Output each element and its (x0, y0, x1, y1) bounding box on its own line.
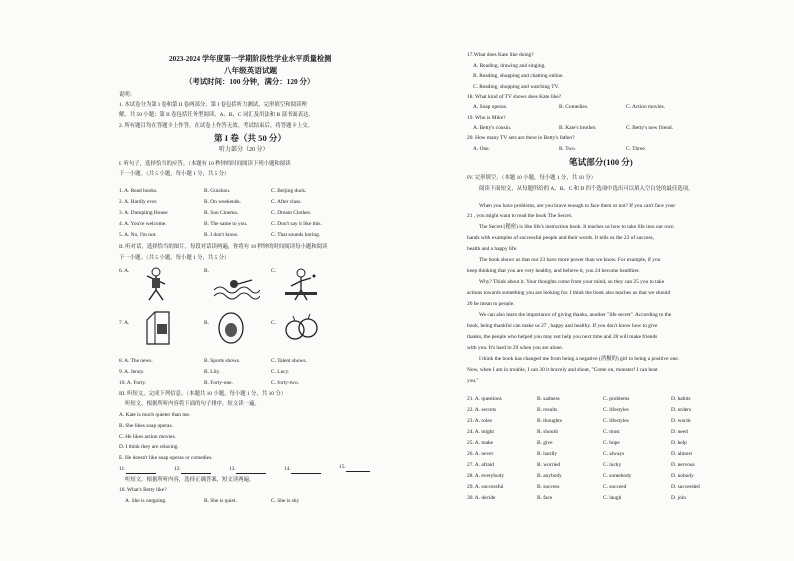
pic-label: C. (271, 320, 276, 326)
option: D. nervous (671, 462, 695, 468)
option: B. Guizhou. (204, 188, 231, 194)
option: B. Lily. (204, 369, 221, 375)
option: C. always (603, 451, 625, 457)
option: B. face (537, 495, 553, 501)
blank-12[interactable] (174, 466, 211, 474)
option: B. Two. (559, 146, 577, 152)
option: B. anybody (537, 473, 562, 479)
blank-13[interactable] (229, 466, 266, 474)
option: 25. A. make (467, 440, 494, 446)
option: C. She is shy (271, 498, 300, 504)
option: D. need (671, 429, 688, 435)
option: B. Comedies. (559, 104, 589, 110)
question-18-stem: 18. What kind of TV shows does Kate like? (467, 94, 562, 100)
option: B. Sun Cinema. (204, 210, 239, 216)
passage-line: thanks, the people who helped you may not help you next time and 28 will make friends (467, 334, 658, 340)
blank-label: 12. (174, 466, 181, 472)
option: C. somebody (603, 473, 632, 479)
option: C. Action movies. (626, 104, 665, 110)
passage-line: When you have problems, are you brave enough to face them or not? If you can't face your (479, 203, 676, 209)
option: 9. A. Jenny. (119, 369, 145, 375)
option: A. Reading, drawing and singing. (473, 63, 546, 69)
option: D. almost (671, 451, 692, 457)
exam-info: （考试时间：100 分钟，满分：120 分） (185, 77, 315, 86)
option: A. One. (473, 146, 490, 152)
option: A. Betty's cousin. (473, 125, 512, 131)
answer-line (126, 466, 156, 474)
instructions-label: 说明： (119, 92, 136, 98)
option: 28. A. everybody (467, 473, 505, 479)
passage-line: keep thinking that you are very healthy, and believe it, you 24 become healthier. (467, 268, 640, 274)
blank-label: 13. (229, 466, 236, 472)
option: B. On weekends. (204, 199, 241, 205)
option: C. lucky (603, 462, 622, 468)
tomatoes-picture (281, 310, 321, 346)
option: B. Sports shows. (204, 358, 241, 364)
instruction-line: 1. 本试卷分为第 I 卷和第 II 卷两部分。第 I 卷包括听力测试、完形填空和阅读理 (119, 102, 307, 108)
section1-instruction: 下一小题。（共 5 小题，每小题 1 分，共 5 分） (119, 171, 230, 177)
option: B. thoughts (537, 418, 562, 424)
option: 1. A. Read books. (119, 188, 158, 194)
blank-label: 11. (119, 466, 126, 472)
exam-subtitle: 八年级英语试题 (224, 66, 278, 75)
passage-line: We can also learn the importance of giving thanks, another "life secret". According to the (479, 312, 672, 318)
section3b-instruction: 听短文，根据所听内容，选择正确答案，短文读两遍。 (125, 477, 255, 483)
statement: A. Kate is much quieter than me. (119, 412, 191, 418)
option: C. Three. (626, 146, 647, 152)
question-16-stem: 16. What's Betty like? (119, 487, 167, 493)
option: B. Reading, shopping and chatting online. (473, 73, 564, 79)
option: A. Soap operas. (473, 104, 508, 110)
option: C. After class. (271, 199, 302, 205)
option: 4. A. You're welcome. (119, 221, 167, 227)
option: D. nobody (671, 473, 694, 479)
passage-line: book, being thankful can make us 27 , happy and healthy. If you don't know how to give (467, 323, 658, 329)
option: D. habits (671, 396, 691, 402)
option: B. results (537, 407, 558, 413)
option: C. laugh (603, 495, 622, 501)
passage-line: with you. It's hard to 29 when you are alone. (467, 345, 564, 351)
passage-line: I think the book has changed me from being a negative (消极的) girl to being a positive one. (479, 356, 680, 362)
answer-line (291, 466, 321, 474)
instruction-line: 解，共 50 小题；第 II 卷包括任务型阅读、A、B、C 词汇及用法和 B 部书面表达。 (119, 112, 314, 118)
option: D. orders (671, 407, 692, 413)
option: B. Forty-one. (204, 380, 233, 386)
answer-line (181, 466, 211, 474)
option: D. join (671, 495, 686, 501)
option: B. I don't know. (204, 232, 239, 238)
passage-line: The Secret (秘密) is like life's instruction book. It teaches us how to take life into our own (479, 224, 674, 230)
section3-instruction: III. 听短文，完成下列信息。（本题共 10 小题，每小题 1 分，共 10 分） (119, 391, 287, 397)
listening-title: 听力部分（20 分） (219, 147, 269, 153)
option: B. The same to you. (204, 221, 248, 227)
option: C. lifestyles (603, 418, 629, 424)
section1-instruction: I. 听句子，选择恰当的应答。（本题有 10 秒钟的时间阅读下列小题和阅读 (119, 161, 291, 167)
pic-label: 6. A. (119, 268, 130, 274)
passage-line: 21 , you might want to read the book The Secret. (467, 213, 573, 219)
statement: D. I think they are relaxing. (119, 444, 179, 450)
section2-instruction: 下一小题。（共 5 小题，每小题 1 分，共 5 分） (119, 255, 230, 261)
option: C. Dream Clothes. (271, 210, 312, 216)
option: 3. A. Dumpling House (119, 210, 168, 216)
answer-line (236, 466, 266, 474)
blank-label: 14. (284, 466, 291, 472)
section4-instruction: 阅读下面短文，从每题所给的 A、B、C 和 D 四个选项中选出可以填入空白处的最佳选项。 (479, 186, 694, 192)
pic-label: B. (204, 268, 209, 274)
passage-line: you." (467, 378, 479, 384)
option: 23. A. roles (467, 418, 492, 424)
answer-line (346, 464, 370, 472)
option: 27. A. afraid (467, 462, 494, 468)
passage-line: hands with examples of successful people and their words. It tells us the 22 of success, (467, 235, 654, 241)
pic-label: C. (271, 268, 276, 274)
statement: C. He likes action movies. (119, 434, 176, 440)
milk-box-picture (141, 310, 175, 346)
option: B. worried (537, 462, 561, 468)
option: C. forty-two. (271, 380, 299, 386)
passage-line: actions towards something you are looking for. I think the book also teaches us that we should (467, 290, 671, 296)
option: C. Betty's new friend. (626, 125, 673, 131)
option: C. That sounds boring. (271, 232, 321, 238)
passage-line: 26 be mean to people. (467, 301, 515, 307)
section3-instruction: 听短文，根据所听内容将下面的句子排序，短文读一遍。 (125, 401, 260, 407)
part2-title: 笔试部分(100 分) (569, 157, 633, 167)
option: 26. A. never (467, 451, 494, 457)
option: C. succeed (603, 484, 627, 490)
blank-label: 15. (339, 464, 346, 470)
option: 2. A. Hardly ever. (119, 199, 158, 205)
option: B. Kate's brother. (559, 125, 597, 131)
pic-label: B. (204, 320, 209, 326)
question-19-stem: 19. Who is Mike? (467, 115, 506, 121)
blank-14[interactable] (284, 466, 321, 474)
option: D. words (671, 418, 691, 424)
option: 5. A. No, I'm not. (119, 232, 157, 238)
option: 22. A. secrets (467, 407, 497, 413)
question-17-stem: 17.What does Kate like doing? (467, 52, 534, 58)
option: 8. A. The news. (119, 358, 153, 364)
option: 30. A. decide (467, 495, 496, 501)
option: D. help (671, 440, 687, 446)
option: C. Reading, shopping and watching TV. (473, 84, 560, 90)
option: B. should (537, 429, 558, 435)
pic-label: 7. A. (119, 320, 130, 326)
option: B. success (537, 484, 560, 490)
blank-15[interactable] (339, 464, 370, 472)
section4-title: IV. 完形填空。（本题 10 小题，每小题 1 分，共 10 分） (467, 175, 596, 181)
question-20-stem: 20. How many TV sets are there in Betty's father? (467, 135, 575, 141)
option: C. Don't say it like this. (271, 221, 322, 227)
dancer-picture (141, 266, 171, 304)
passage-line: The book shows us that our 23 have more power than we know. For example, if you (479, 257, 661, 263)
option: A. She is outgoing. (125, 498, 167, 504)
exam-title: 2023-2024 学年度第一学期阶段性学业水平质量检测 (169, 55, 332, 63)
passage-line: health and a happy life. (467, 246, 518, 252)
option: 21. A. questions (467, 396, 502, 402)
option: C. problems (603, 396, 630, 402)
option: B. She is quiet. (204, 498, 237, 504)
option: 24. A. might (467, 429, 494, 435)
section2-instruction: II. 听对话，选择恰当的图片。每段对话读两遍，你将有 10 秒钟的时间阅读每小题和阅读 (119, 244, 328, 250)
table-tennis-picture (281, 266, 321, 304)
option: C. Lucy. (271, 369, 290, 375)
option: C. must (603, 429, 620, 435)
option: C. lifestyles (603, 407, 629, 413)
passage-line: Now, when I am in trouble, I can 30 it bravely and shout, "Come on, monster! I can beat (467, 367, 658, 373)
passage-line: Why? Think about it. Your thoughts come from your mind, so they can 25 you to take (479, 279, 665, 285)
option: C. Beijing duck. (271, 188, 307, 194)
option: 29. A. successful (467, 484, 504, 490)
egg-picture (212, 310, 250, 346)
option: B. sadness (537, 396, 560, 402)
option: D. succeeded (671, 484, 700, 490)
statement: E. He doesn't like soap operas or comedies. (119, 455, 213, 461)
instruction-line: 2. 所有题目均在答题卡上作答，在试卷上作答无效。考试结束后，将答题卡上交。 (119, 123, 314, 129)
option: B. give (537, 440, 553, 446)
swimming-picture (212, 270, 260, 302)
part1-title: 第 I 卷（共 50 分） (214, 133, 287, 143)
blank-11[interactable] (119, 466, 156, 474)
option: C. Talent shows. (271, 358, 307, 364)
option: C. hope (603, 440, 620, 446)
statement: B. She likes soap operas. (119, 423, 173, 429)
option: B. hardly (537, 451, 558, 457)
option: 10. A. Forty. (119, 380, 147, 386)
